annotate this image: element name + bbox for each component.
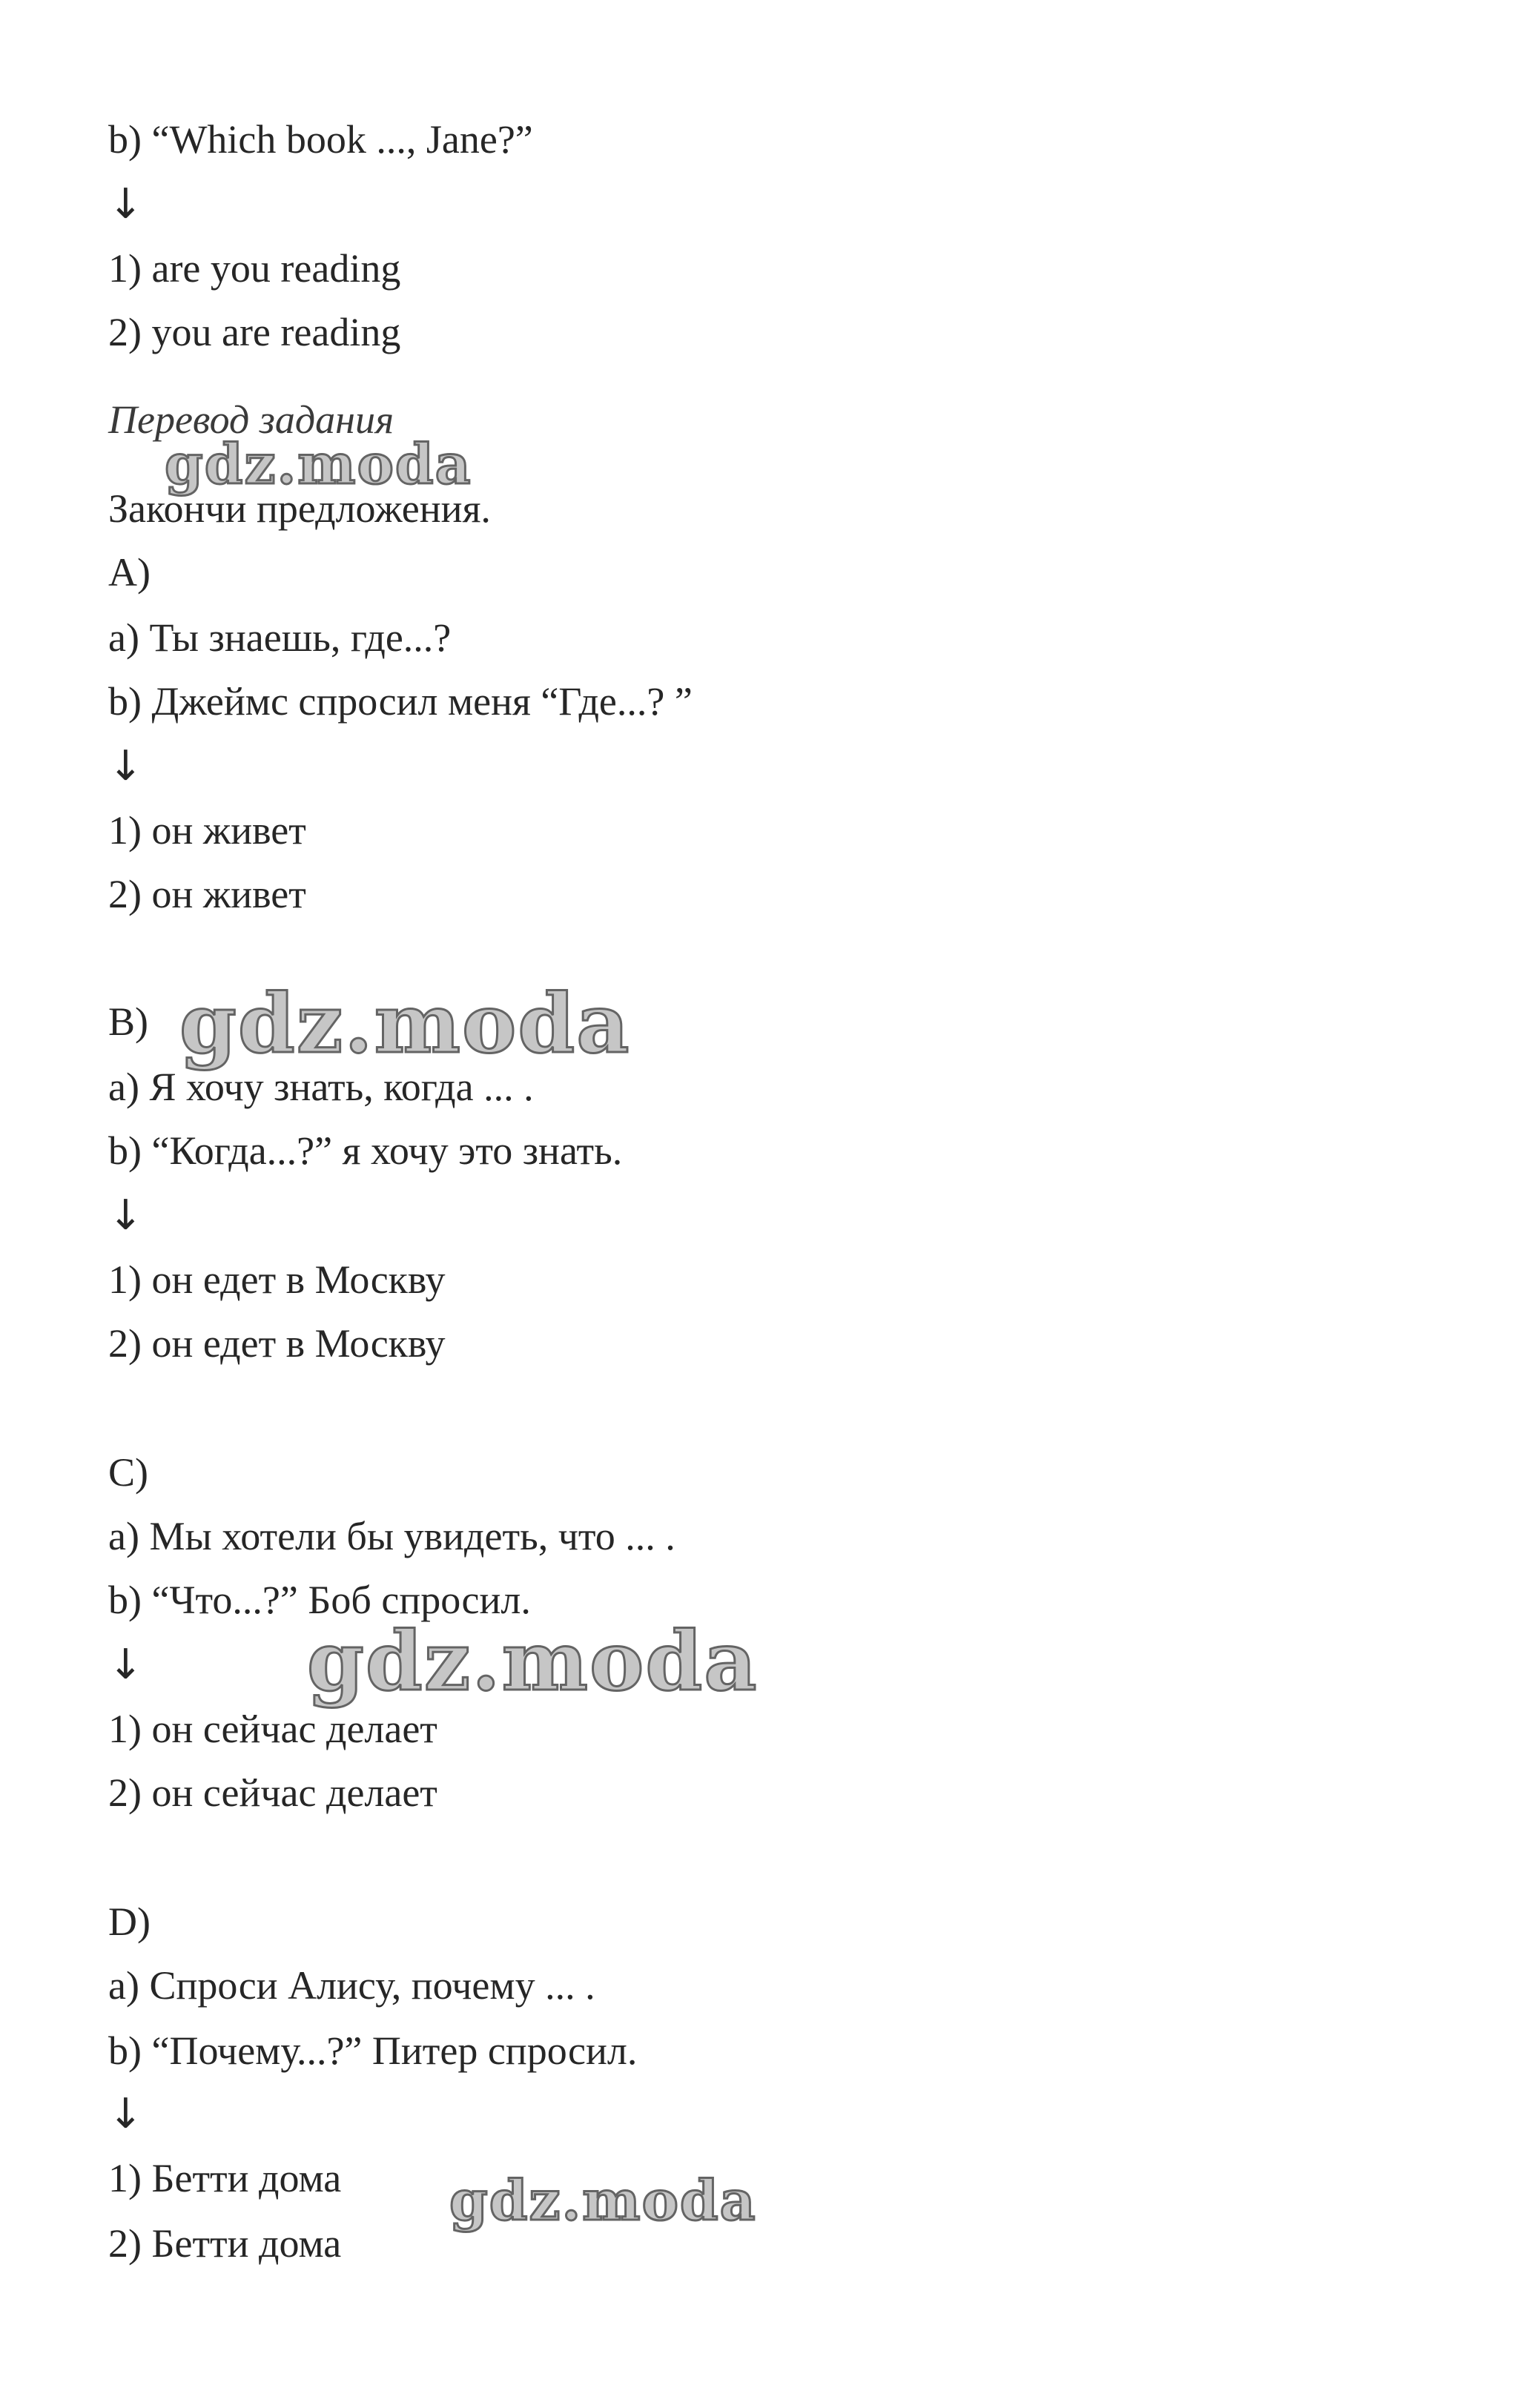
section-d-option-2: 2) Бетти дома xyxy=(108,2221,342,2266)
section-b-option-2: 2) он едет в Москву xyxy=(108,1321,446,1366)
instruction: Закончи предложения. xyxy=(108,486,491,531)
section-d-item-a: a) Спроси Алису, почему ... . xyxy=(108,1963,595,2008)
section-d-label: D) xyxy=(108,1899,151,1944)
section-a-item-b: b) Джеймс спросил меня “Где...? ” xyxy=(108,679,693,724)
section-a-option-1: 1) он живет xyxy=(108,808,306,853)
section-c-item-a: a) Мы хотели бы увидеть, что ... . xyxy=(108,1514,675,1558)
task-option-2: 2) you are reading xyxy=(108,310,401,354)
section-b-item-a: a) Я хочу знать, когда ... . xyxy=(108,1065,534,1109)
down-arrow-icon: ↓ xyxy=(108,1641,143,1689)
down-arrow-icon: ↓ xyxy=(108,1191,143,1240)
section-a-item-a: a) Ты знаешь, где...? xyxy=(108,615,452,660)
section-a-option-2: 2) он живет xyxy=(108,872,306,916)
task-line-b: b) “Which book ..., Jane?” xyxy=(108,117,533,162)
section-c-option-2: 2) он сейчас делает xyxy=(108,1770,437,1815)
down-arrow-icon: ↓ xyxy=(108,180,143,228)
watermark: gdz.moda xyxy=(179,976,631,1071)
section-b-option-1: 1) он едет в Москву xyxy=(108,1257,446,1302)
translation-heading: Перевод задания xyxy=(108,397,394,442)
task-option-1: 1) are you reading xyxy=(108,246,401,291)
watermark: gdz.moda xyxy=(449,2169,757,2233)
section-b-item-b: b) “Когда...?” я хочу это знать. xyxy=(108,1128,623,1173)
section-c-item-b: b) “Что...?” Боб спросил. xyxy=(108,1578,531,1622)
down-arrow-icon: ↓ xyxy=(108,742,143,790)
down-arrow-icon: ↓ xyxy=(108,2090,143,2138)
watermark: gdz.moda xyxy=(307,1613,759,1709)
section-a-label: A) xyxy=(108,550,151,595)
section-b-label: B) xyxy=(108,999,148,1044)
section-c-label: C) xyxy=(108,1450,148,1495)
section-d-item-b: b) “Почему...?” Питер спросил. xyxy=(108,2028,638,2073)
section-c-option-1: 1) он сейчас делает xyxy=(108,1707,437,1751)
watermark: gdz.moda xyxy=(165,433,472,497)
section-d-option-1: 1) Бетти дома xyxy=(108,2156,342,2200)
